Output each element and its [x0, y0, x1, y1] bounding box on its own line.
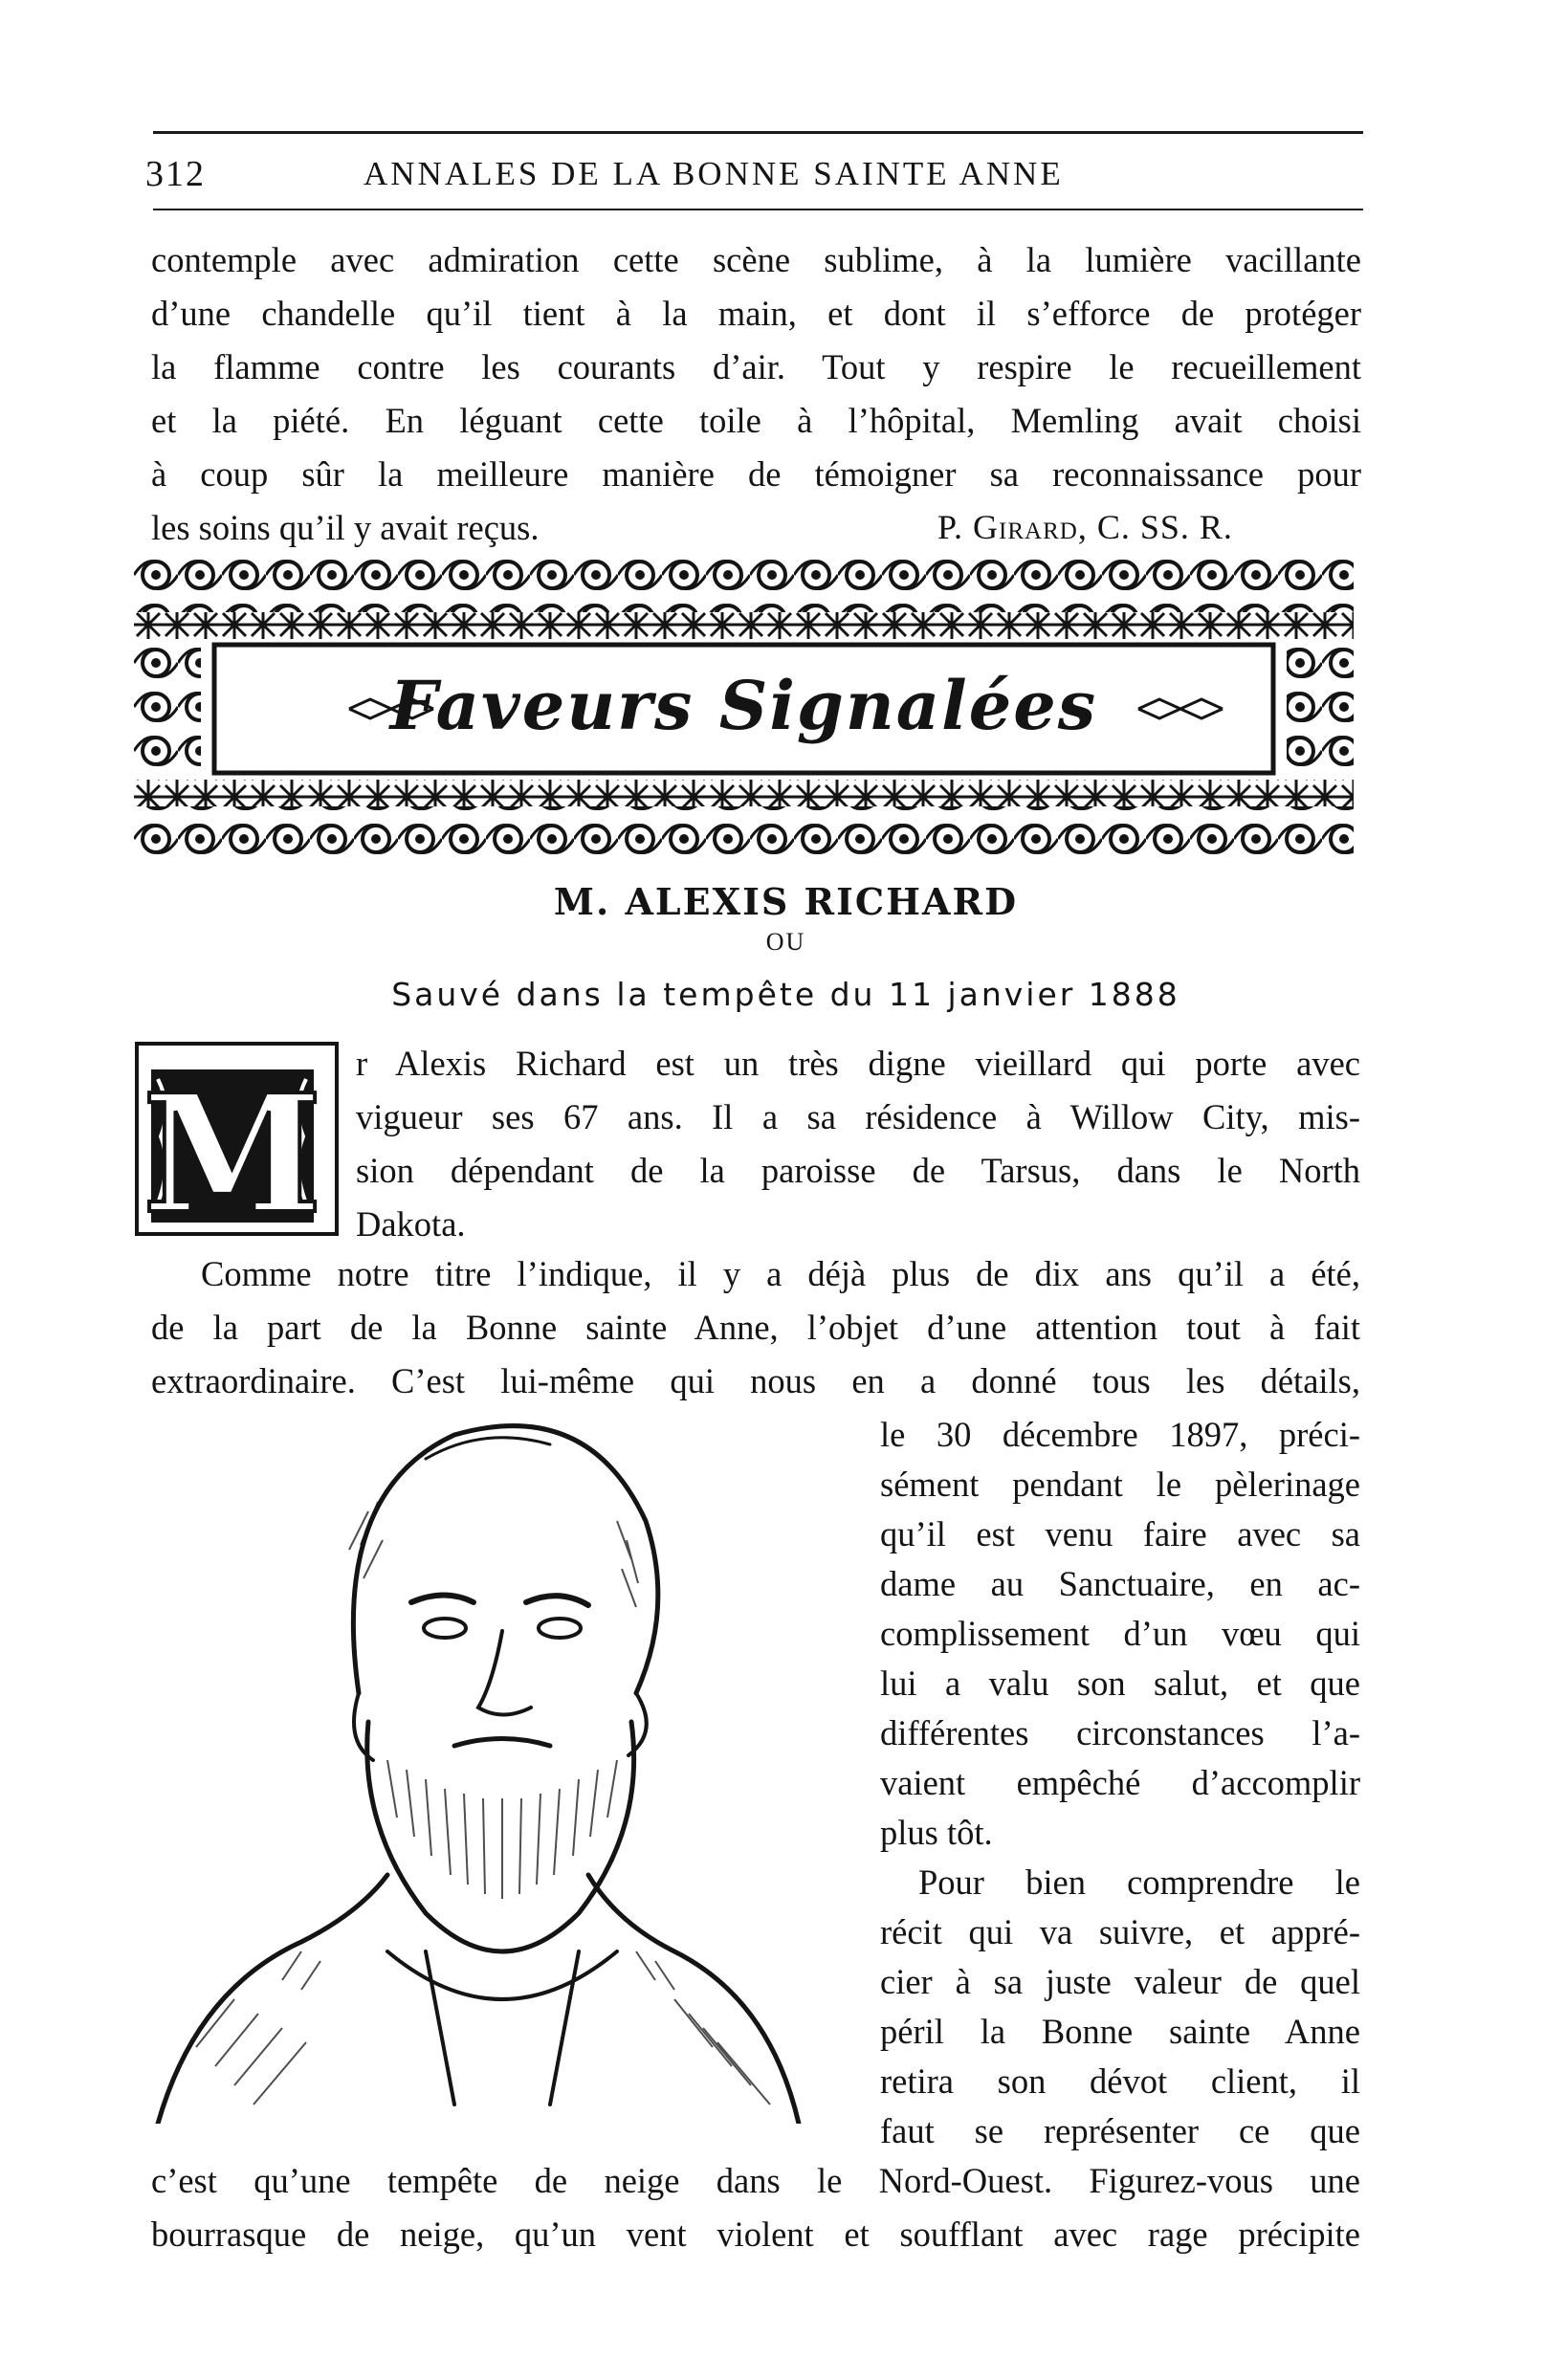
body-text-line: Dakota. [356, 1204, 466, 1244]
body-text-line: Pour bien comprendre le [918, 1862, 1360, 1902]
header-top-rule [153, 131, 1363, 134]
drop-cap-letter: M [142, 1059, 323, 1237]
body-text-line: différentes circonstances l’a- [880, 1713, 1360, 1752]
signature-prefix: P. [937, 508, 974, 546]
body-text-line: les soins qu’il y avait reçus. [151, 508, 540, 547]
body-text-line: à coup sûr la meilleure manière de témoigner sa reconnaissance pour [151, 454, 1361, 494]
section-banner [134, 553, 1354, 864]
author-signature [937, 507, 1233, 547]
body-text-line: complissement d’un vœu qui [880, 1614, 1360, 1653]
portrait-illustration [139, 1377, 808, 2124]
portrait-engraving [139, 1377, 808, 2124]
body-text-line: bourrasque de neige, qu’un vent violent et soufflant avec rage précipite [151, 2215, 1360, 2254]
body-text-line: r Alexis Richard est un très digne vieillard qui porte avec [356, 1044, 1360, 1083]
body-text-line: sément pendant le pèlerinage [880, 1465, 1360, 1504]
body-text-line: plus tôt. [880, 1813, 993, 1852]
article-or-word: OU [765, 928, 806, 956]
body-text-line: cier à sa juste valeur de quel [880, 1962, 1360, 2001]
drop-cap [134, 1041, 340, 1237]
body-text-line: faut se représenter ce que [880, 2111, 1360, 2150]
signature-suffix: , C. SS. R. [1077, 508, 1233, 546]
body-text-line: extraordinaire. C’est lui-même qui nous en a donné tous les détails, [151, 1361, 1360, 1400]
body-text-line: vaient empêché d’accomplir [880, 1763, 1360, 1802]
body-text-line: et la piété. En léguant cette toile à l’hôpital, Memling avait choisi [151, 401, 1361, 440]
page-number: 312 [145, 154, 206, 194]
body-text-line: récit qui va suivre, et appré- [880, 1912, 1360, 1951]
body-text-line: contemple avec admiration cette scène sublime, à la lumière vacillante [151, 240, 1361, 279]
body-text-line: qu’il est venu faire avec sa [880, 1514, 1360, 1554]
header-bottom-rule [153, 209, 1363, 210]
section-title: Faveurs Signalées [389, 666, 1098, 745]
body-text-line: dame au Sanctuaire, en ac- [880, 1564, 1360, 1603]
body-text-line: Comme notre titre l’indique, il y a déjà plus de dix ans qu’il a été, [201, 1254, 1360, 1293]
body-text-line: lui a valu son salut, et que [880, 1664, 1360, 1703]
body-text-line: sion dépendant de la paroisse de Tarsus, dans le North [356, 1151, 1360, 1190]
body-text-line: c’est qu’une tempête de neige dans le Nord-Ouest. Figurez-vous une [151, 2161, 1360, 2200]
body-text-line: péril la Bonne sainte Anne [880, 2012, 1360, 2051]
article-heading: M. ALEXIS RICHARD [553, 880, 1019, 923]
body-text-line: la flamme contre les courants d’air. Tout y respire le recueillement [151, 347, 1361, 386]
drop-cap-ornament [134, 1041, 340, 1237]
article-subtitle: Sauvé dans la tempête du 11 janvier 1888 [391, 976, 1180, 1013]
body-text-line: retira son dévot client, il [880, 2061, 1360, 2101]
body-text-line: de la part de la Bonne sainte Anne, l’objet d’une attention tout à fait [151, 1308, 1360, 1347]
body-text-line: vigueur ses 67 ans. Il a sa résidence à Willow City, mis- [356, 1097, 1360, 1136]
body-text-line: d’une chandelle qu’il tient à la main, et dont il s’efforce de protéger [151, 294, 1361, 333]
running-title: ANNALES DE LA BONNE SAINTE ANNE [364, 155, 1064, 192]
body-text-line: le 30 décembre 1897, préci- [880, 1415, 1360, 1454]
signature-name: Girard [973, 508, 1078, 546]
